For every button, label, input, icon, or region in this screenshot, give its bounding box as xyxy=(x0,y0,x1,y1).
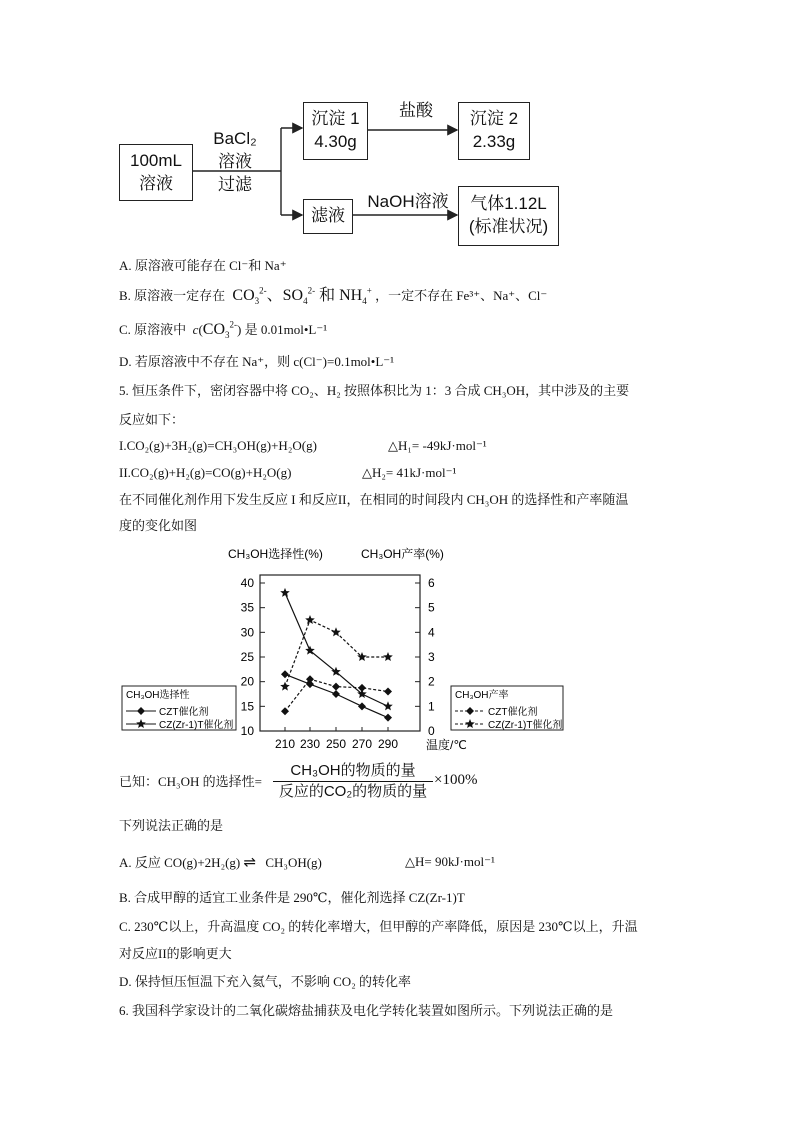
selectivity-prefix: 已知：CH₃OH 的选择性= xyxy=(119,774,262,789)
flow-arrows xyxy=(0,0,794,260)
point-yield-czzr1t xyxy=(280,682,290,691)
precipitate1-box: 沉淀 1 4.30g xyxy=(303,102,368,160)
point-selectivity-czt xyxy=(281,670,289,678)
right-tick-label: 4 xyxy=(428,625,435,640)
left-tick-label: 35 xyxy=(240,600,254,615)
point-selectivity-czt xyxy=(332,690,340,698)
legend-selectivity-entry-label: CZT催化剂 xyxy=(159,707,209,718)
fraction-numerator: CH₃OH的物质的量 xyxy=(290,762,416,779)
selectivity-fraction xyxy=(273,761,433,802)
point-yield-czt xyxy=(358,684,366,692)
left-tick-label: 10 xyxy=(240,724,254,738)
q5-question: 下列说法正确的是 xyxy=(119,818,224,833)
point-selectivity-czzr1t xyxy=(383,701,393,710)
left-tick-label: 40 xyxy=(240,576,254,590)
right-tick-label: 6 xyxy=(428,576,435,590)
x-axis-title: 温度/℃ xyxy=(426,738,467,752)
x-tick-label: 270 xyxy=(351,737,373,751)
right-tick-label: 0 xyxy=(428,724,435,738)
x-tick-label: 290 xyxy=(377,737,399,751)
right-axis-title: CH₃OH产率(%) xyxy=(361,547,444,561)
q6-stem: 6. 我国科学家设计的二氧化碳熔盐捕获及电化学转化装置如图所示。下列说法正确的是 xyxy=(119,1003,614,1018)
left-tick-label: 30 xyxy=(240,625,254,640)
point-yield-czt xyxy=(281,707,289,715)
point-yield-czt xyxy=(384,688,392,696)
gas-box: 气体1.12L (标准状况) xyxy=(458,186,559,246)
right-tick-label: 5 xyxy=(428,600,435,615)
start-line1: 100mL xyxy=(130,150,182,170)
q5-option-a: A. 反应 CO(g)+2H₂(g) ⇌ CH₃OH(g) xyxy=(119,853,322,871)
left-tick-label: 25 xyxy=(240,650,254,664)
reagent-bacl2: BaCl₂ 溶液 过滤 xyxy=(213,129,257,194)
methanol-chart xyxy=(118,540,588,762)
point-selectivity-czt xyxy=(358,702,366,710)
right-tick-label: 3 xyxy=(428,650,435,664)
point-yield-czt xyxy=(332,683,340,691)
right-tick-label: 1 xyxy=(428,699,435,714)
q5-stem-line1: 5. 恒压条件下，密闭容器中将 CO₂、H₂ 按照体积比为 1：3 合成 CH₃OH，其中涉及的主要 xyxy=(119,383,630,398)
point-selectivity-czt xyxy=(384,714,392,722)
q4-option-b: B. 原溶液一定存在 $CO_3^{2-}$、$SO_4^{2-}$ 和 $NH_4^+$ ，一定不存在 Fe³⁺、Na⁺、Cl⁻ xyxy=(119,285,548,307)
q4-option-a: A. 原溶液可能存在 Cl⁻和 Na⁺ xyxy=(119,258,287,273)
filtrate-box: 滤液 xyxy=(303,199,353,234)
reagent-naoh: NaOH溶液 xyxy=(367,192,449,211)
legend-yield-entry-label: CZT催化剂 xyxy=(488,707,538,718)
q5-option-c-line1: C. 230℃以上，升高温度 CO₂ 的转化率增大，但甲醇的产率降低，原因是 230℃以上，升温 xyxy=(119,919,638,934)
point-selectivity-czzr1t xyxy=(280,588,290,597)
precipitate2-box: 沉淀 2 2.33g xyxy=(458,102,530,160)
ion-list-formula: $CO_3^{2-}$、$SO_4^{2-}$ 和 $NH_4^+$ xyxy=(228,285,372,307)
reaction-1-dh: △H₁= -49kJ·mol⁻¹ xyxy=(388,438,487,453)
q5-stem-line2: 反应如下： xyxy=(119,412,185,427)
equilibrium-arrow: ⇌ xyxy=(243,853,257,871)
x-tick-label: 230 xyxy=(299,737,321,751)
plot-frame xyxy=(260,575,420,731)
right-tick-label: 2 xyxy=(428,674,435,689)
fraction-denominator: 反应的CO₂的物质的量 xyxy=(278,783,428,800)
left-axis-title: CH₃OH选择性(%) xyxy=(228,547,323,561)
reaction-1: I.CO₂(g)+3H₂(g)=CH₃OH(g)+H₂O(g) xyxy=(119,438,317,453)
reaction-2-dh: △H₂= 41kJ·mol⁻¹ xyxy=(362,465,457,480)
start-line2: 溶液 xyxy=(139,173,173,193)
reagent-hcl: 盐酸 xyxy=(399,101,433,120)
legend-yield-title: CH₃OH产率 xyxy=(455,690,509,701)
reaction-2: II.CO₂(g)+H₂(g)=CO(g)+H₂O(g) xyxy=(119,465,292,480)
point-yield-czzr1t xyxy=(331,627,341,636)
point-yield-czzr1t xyxy=(383,652,393,661)
legend-selectivity-entry-label: CZ(Zr-1)T催化剂 xyxy=(159,720,234,731)
carbonate-conc-formula: $c(CO_3^{2-})$ xyxy=(192,319,245,341)
q5-desc-line1: 在不同催化剂作用下发生反应 I 和反应II，在相同的时间段内 CH₃OH 的选择性和产率随温 xyxy=(119,492,629,507)
legend-yield-entry-label: CZ(Zr-1)T催化剂 xyxy=(488,720,563,731)
x-tick-label: 210 xyxy=(274,737,296,751)
x-tick-label: 250 xyxy=(325,737,347,751)
legend-selectivity-title: CH₃OH选择性 xyxy=(126,690,190,701)
fraction-suffix: ×100% xyxy=(434,772,478,788)
left-tick-label: 20 xyxy=(240,674,254,689)
point-yield-czzr1t xyxy=(305,615,315,624)
q5-desc-line2: 度的变化如图 xyxy=(119,518,198,533)
q5-option-d: D. 保持恒压恒温下充入氦气，不影响 CO₂ 的转化率 xyxy=(119,974,411,989)
q5-option-b: B. 合成甲醇的适宜工业条件是 290℃，催化剂选择 CZ(Zr-1)T xyxy=(119,890,465,905)
q4-option-c: C. 原溶液中 $c(CO_3^{2-})$ 是 0.01mol•L⁻¹ xyxy=(119,319,328,341)
q4-option-d: D. 若原溶液中不存在 Na⁺，则 c(Cl⁻)=0.1mol•L⁻¹ xyxy=(119,354,395,369)
q5-option-a-dh: △H= 90kJ·mol⁻¹ xyxy=(405,854,495,869)
q5-option-c-line2: 对反应II的影响更大 xyxy=(119,946,232,961)
left-tick-label: 15 xyxy=(240,699,254,714)
